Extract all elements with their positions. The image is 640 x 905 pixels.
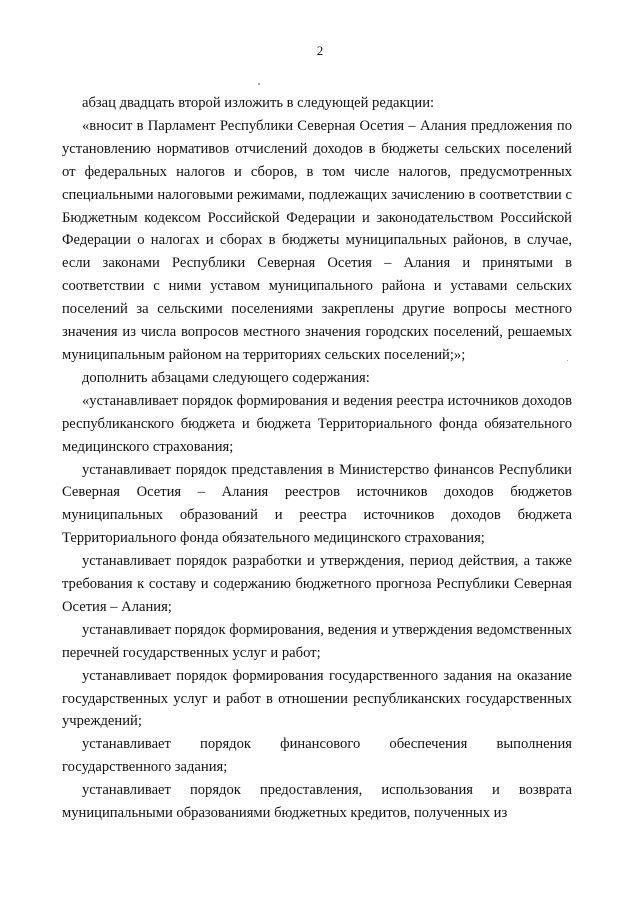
paragraph-1: абзац двадцать второй изложить в следующей редакции: xyxy=(82,95,435,111)
scan-speck xyxy=(258,83,260,85)
paragraph-10: устанавливает порядок предоставления, использования и возврата муниципальными образованиями бюджетных кредитов, полученных из xyxy=(62,782,572,822)
paragraph-5: устанавливает порядок представления в Министерство финансов Республики Северная Осетия – Алания реестров источников доходов бюджетов муниципальных образований и реестра источников доходов бюджета Территориального фонда обязательного медицинского страхования; xyxy=(62,461,572,547)
paragraph-2: «вносит в Парламент Республики Северная Осетия – Алания предложения по установлению нормативов отчислений доходов в бюджеты сельских поселений от федеральных налогов и сборов, в том числе налогов, предусмотренных специальными налоговыми режимами, подлежащих зачислению в соответствии с Бюджетным кодексом Российской Федерации и законодательством Российской Федерации о налогах и сборах в бюджеты муниципальных районов, в случае, если законами Республики Северная Осетия – Алания и принятыми в соответствии с ними уставом муниципального района и уставами сельских поселений за сельскими поселениями закреплены другие вопросы местного значения из числа вопросов местного значения городских поселений, решаемых муниципальным районом на территориях сельских поселений;»; xyxy=(62,117,572,363)
paragraph-3: дополнить абзацами следующего содержания: xyxy=(82,369,370,386)
paragraph-7: устанавливает порядок формирования, ведения и утверждения ведомственных перечней государственных услуг и работ; xyxy=(62,621,572,661)
paragraph-4: «устанавливает порядок формирования и ведения реестра источников доходов республиканского бюджета и бюджета Территориального фонда обязательного медицинского страхования; xyxy=(62,392,572,455)
paragraph-6: устанавливает порядок разработки и утверждения, период действия, а также требования к составу и содержанию бюджетного прогноза Республики Северная Осетия – Алания; xyxy=(62,553,572,615)
paragraph-9: устанавливает порядок финансового обеспечения выполнения государственного задания; xyxy=(62,736,572,776)
paragraph-8: устанавливает порядок формирования государственного задания на оказание государственных услуг и работ в отношении республиканских государственных учреждений; xyxy=(62,667,572,730)
document-body xyxy=(62,92,572,825)
page-number: 2 xyxy=(316,43,324,58)
